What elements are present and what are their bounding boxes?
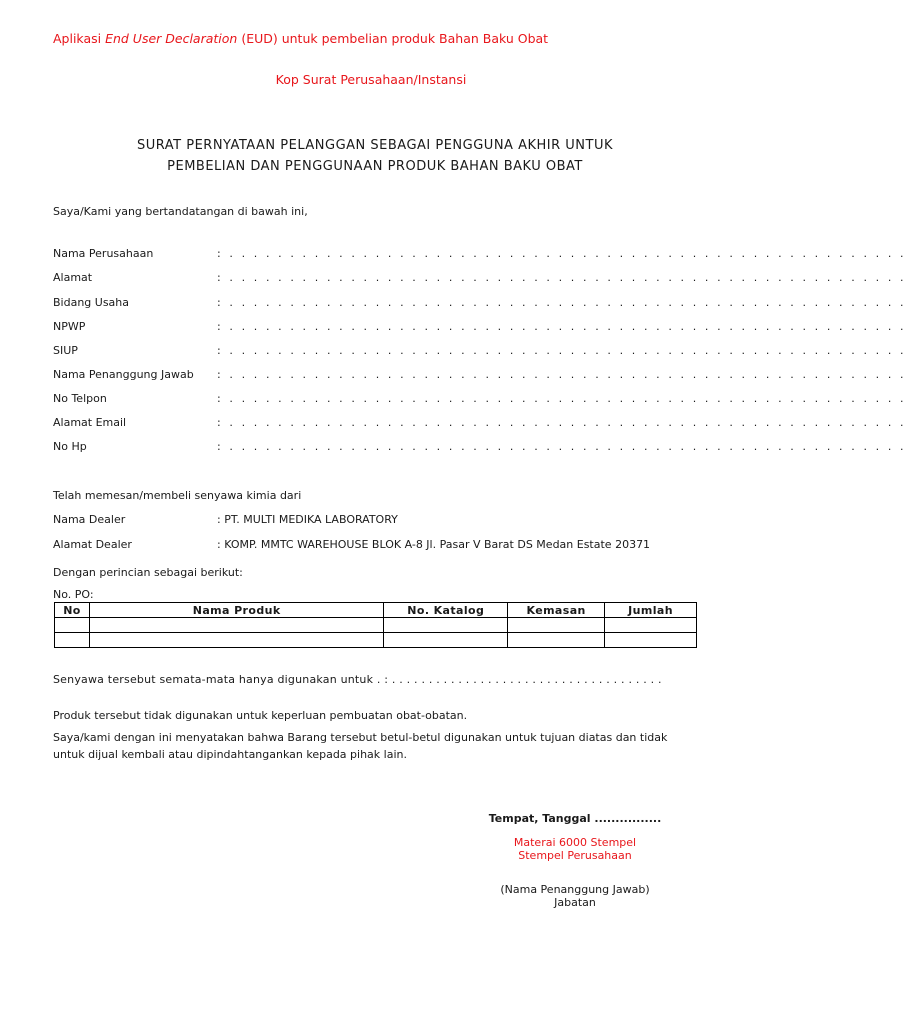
col-header-quantity: Jumlah — [605, 603, 697, 618]
application-note — [53, 31, 548, 46]
document-title-line2: PEMBELIAN DAN PENGGUNAAN PRODUK BAHAN BAKU OBAT — [167, 159, 583, 174]
table-cell — [89, 618, 383, 633]
intro-text: Saya/Kami yang bertandatangan di bawah ini, — [53, 205, 308, 218]
field-label: Nama Perusahaan — [53, 247, 154, 260]
app-note-prefix: Aplikasi — [53, 31, 106, 46]
field-blank-line: : . . . . . . . . . . . . . . . . . . . . . . . . . . . . . . . . . . . . . . . . . . . . . . . . . . . . . . . . — [217, 296, 906, 309]
order-intro: Telah memesan/membeli senyawa kimia dari — [53, 489, 302, 502]
table-cell — [508, 633, 605, 648]
field-label: Nama Penanggung Jawab — [53, 368, 194, 381]
table-cell — [384, 633, 508, 648]
field-blank-line: : . . . . . . . . . . . . . . . . . . . . . . . . . . . . . . . . . . . . . . . . . . . . . . . . . . . . . . . . — [217, 344, 906, 357]
table-cell — [605, 633, 697, 648]
col-header-package: Kemasan — [508, 603, 605, 618]
dealer-name-value: : PT. MULTI MEDIKA LABORATORY — [217, 513, 398, 526]
statement-line1: Saya/kami dengan ini menyatakan bahwa Barang tersebut betul-betul digunakan untuk tujuan diatas dan tidak — [53, 731, 668, 744]
document-title-line1: SURAT PERNYATAAN PELANGGAN SEBAGAI PENGGUNA AKHIR UNTUK — [137, 138, 613, 153]
table-row — [55, 633, 697, 648]
table-cell — [605, 618, 697, 633]
usage-statement: Senyawa tersebut semata-mata hanya digunakan untuk . : . . . . . . . . . . . . . . . . . . . . . . . . . . . . . . . . . . . . . — [53, 673, 662, 686]
field-label: Alamat Email — [53, 416, 127, 429]
po-label: No. PO: — [53, 588, 94, 601]
field-blank-line: : . . . . . . . . . . . . . . . . . . . . . . . . . . . . . . . . . . . . . . . . . . . . . . . . . . . . . . . . — [217, 440, 906, 453]
app-note-suffix: (EUD) untuk pembelian produk Bahan Baku Obat — [237, 31, 549, 46]
signatory-name: (Nama Penanggung Jawab) — [500, 883, 650, 896]
table-header-row — [55, 603, 697, 618]
table-cell — [384, 618, 508, 633]
statement-line2: untuk dijual kembali atau dipindahtangankan kepada pihak lain. — [53, 748, 407, 761]
table-cell — [508, 618, 605, 633]
field-label: No Hp — [53, 440, 87, 453]
table-cell — [55, 618, 90, 633]
stamp-note-2: Stempel Perusahaan — [518, 849, 632, 862]
statement-not-for-drugs: Produk tersebut tidak digunakan untuk keperluan pembuatan obat-obatan. — [53, 709, 468, 722]
field-label: Bidang Usaha — [53, 296, 130, 309]
letterhead-placeholder: Kop Surat Perusahaan/Instansi — [275, 72, 467, 87]
dealer-address-label: Alamat Dealer — [53, 538, 132, 551]
field-blank-line: : . . . . . . . . . . . . . . . . . . . . . . . . . . . . . . . . . . . . . . . . . . . . . . . . . . . . . . . . — [217, 320, 906, 333]
field-label: SIUP — [53, 344, 78, 357]
details-intro: Dengan perincian sebagai berikut: — [53, 566, 243, 579]
field-label: Alamat — [53, 271, 93, 284]
field-label: No Telpon — [53, 392, 107, 405]
stamp-note-1: Materai 6000 Stempel — [513, 836, 637, 849]
col-header-catalog: No. Katalog — [384, 603, 508, 618]
product-table — [54, 602, 697, 648]
app-note-italic: End User Declaration — [105, 31, 238, 46]
signatory-position: Jabatan — [554, 896, 596, 909]
field-blank-line: : . . . . . . . . . . . . . . . . . . . . . . . . . . . . . . . . . . . . . . . . . . . . . . . . . . . . . . . . — [217, 416, 906, 429]
field-blank-line: : . . . . . . . . . . . . . . . . . . . . . . . . . . . . . . . . . . . . . . . . . . . . . . . . . . . . . . . . — [217, 392, 906, 405]
col-header-no: No — [55, 603, 90, 618]
table-cell — [89, 633, 383, 648]
field-blank-line: : . . . . . . . . . . . . . . . . . . . . . . . . . . . . . . . . . . . . . . . . . . . . . . . . . . . . . . . . — [217, 247, 906, 260]
dealer-name-label: Nama Dealer — [53, 513, 126, 526]
dealer-address-value: : KOMP. MMTC WAREHOUSE BLOK A-8 Jl. Pasar V Barat DS Medan Estate 20371 — [217, 538, 651, 551]
place-date: Tempat, Tanggal ................ — [488, 812, 662, 825]
table-cell — [55, 633, 90, 648]
table-row — [55, 618, 697, 633]
field-label: NPWP — [53, 320, 86, 333]
col-header-product: Nama Produk — [89, 603, 383, 618]
field-blank-line: : . . . . . . . . . . . . . . . . . . . . . . . . . . . . . . . . . . . . . . . . . . . . . . . . . . . . . . . . — [217, 271, 906, 284]
field-blank-line: : . . . . . . . . . . . . . . . . . . . . . . . . . . . . . . . . . . . . . . . . . . . . . . . . . . . . . . . . — [217, 368, 906, 381]
